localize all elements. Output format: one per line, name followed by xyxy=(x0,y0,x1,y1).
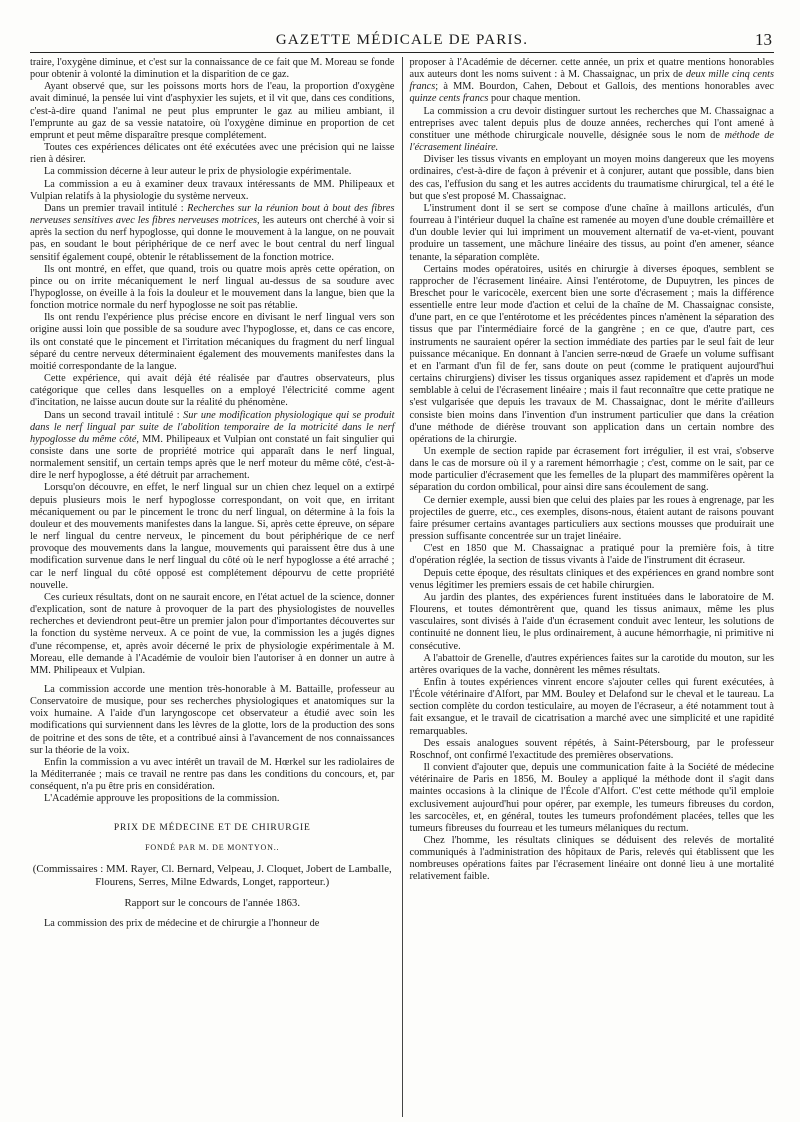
text-run: proposer à l'Académie de décerner. cette année, un prix et quatre mentions honorables aux auteurs dont les noms suivent : à M. Chassaignac, un prix de xyxy=(409,57,774,81)
paragraph: Chez l'homme, les résultats cliniques se déduisent des relevés de mortalité communiqués à l'administration des hôpitaux de Paris, relevés qui établissent que les nombreuses opérations faites par l'écrasement linéaire ont donné lieu à une mortalité relativement faible. xyxy=(409,835,774,883)
paragraph: Ayant observé que, sur les poissons morts hors de l'eau, la proportion d'oxygène avait diminué, la pensée lui vint d'asphyxier les sujets, et il vit que, dans ces conditions, c'est-à-dire quand l'animal ne peut plus emprunter le gaz au milieu ambiant, il l'emprunte au gaz de sa vessie natatoire, où l'oxygène diminue en proportion de cet emprunt et peut même disparaître presque complétement. xyxy=(30,81,395,141)
prize-amount: deux mille cinq cents francs xyxy=(409,69,774,93)
paragraph: Un exemple de section rapide par écrasement fort irrégulier, il est vrai, s'observe dans le cas de morsure où il y a rarement hémorrhagie ; c'est, comme on le sait, par ce mode particulier d'écrasement que les femelles de la plupart des mammifères opèrent la séparation du cordon ombilical, pour ainsi dire sans écoulement de sang. xyxy=(409,446,774,494)
text-run: Dans un premier travail intitulé : xyxy=(44,202,188,214)
paragraph: Cette expérience, qui avait déjà été réalisée par d'autres observateurs, plus catégorique que celles dans lesquelles on a employé l'électricité comme agent d'incitation, ne laisse aucun doute sur la réalité du phénomène. xyxy=(30,373,395,409)
paragraph: Ce dernier exemple, aussi bien que celui des plaies par les roues à engrenage, par les projectiles de guerre, etc., ces exemples, disons-nous, étaient autant de raisons pouvant faire présumer certains avantages particuliers aux sections mousses que produirait une pression suffisante concentrée sur un trajet linéaire. xyxy=(409,494,774,543)
paragraph: Au jardin des plantes, des expériences furent instituées dans le laboratoire de M. Flourens, et toutes démontrèrent que, quand les tissus animaux, même les plus vasculaires, sont divisés à l'aide d'un écrasement conduit avec lenteur, les solutions de continuité ne donnent lieu, le plus ordinairement, à aucune hémorrhagie, ni primitive ni consécutive. xyxy=(409,591,774,652)
paragraph: Il convient d'ajouter que, depuis une communication faite à la Société de médecine vétérinaire de Paris en 1856, M. Bouley a appliqué la méthode dont il s'agit dans maintes occasions à la clinique de l'École d'Alfort. C'est cette méthode qu'il emploie exclusivement aujourd'hui pour opérer, par exemple, les tumeurs fibreuses du cordon, les sarcocèles, et, en général, toutes les tumeurs profondément placées, telles que les tumeurs fibreuses du fourreau et les tumeurs mélaniques du rectum. xyxy=(409,762,774,834)
paragraph: Enfin la commission a vu avec intérêt un travail de M. Hœrkel sur les radiolaires de la Méditerranée ; mais ce travail ne rentre pas dans les conditions du concours, et, par conséquent, n'a pu être pris en considération. xyxy=(30,756,395,793)
paragraph: Ils ont rendu l'expérience plus précise encore en divisant le nerf lingual vers son origine aussi loin que possible de sa soudure avec l'hypoglosse, et, dans ce cas encore, ils ont constaté que le pincement et l'irritation mécaniques du fragment du nerf lingual séparé du centre nerveux déterminaient également des mouvements manifestes dans la moitié correspondante de la langue. xyxy=(30,312,395,372)
paragraph: A l'abattoir de Grenelle, d'autres expériences faites sur la carotide du mouton, sur les artères ovariques de la vache, donnèrent les mêmes résultats. xyxy=(409,652,774,676)
work-title: Recherches sur la réunion bout à bout des fibres nerveuses sensitives avec les fibres nerveuses motrices, xyxy=(30,202,395,227)
prize-amount: quinze cents francs xyxy=(409,93,489,105)
text-run: ; à MM. Bourdon, Cahen, Debout et Gallois, des mentions honorables avec xyxy=(435,81,774,93)
paragraph: Toutes ces expériences délicates ont été exécutées avec une précision qui ne laisse rien à désirer. xyxy=(30,142,395,166)
paragraph: L'instrument dont il se sert se compose d'une chaîne à maillons articulés, d'un fourreau à l'intérieur duquel la chaîne est ramenée au moyen d'une double crémaillère et d'un double levier qui lui impriment un mouvement alternatif de va-et-vient, pouvant produire un tassement, une mâchure linéaire des tissus, au point d'en amener, séance tenante, la séparation complète. xyxy=(409,202,774,263)
paragraph xyxy=(410,106,775,155)
text-columns xyxy=(30,57,774,1117)
text-run: MM. Philipeaux et Vulpian ont constaté un fait singulier qui consiste dans une sorte de propriété motrice qui apparaît dans le nerf lingual, normalement sensitif, un certain temps après que le nerf moteur du même côté, c'est-à-dire le nerf hypoglosse, a été détruit par arrachement. xyxy=(30,433,395,482)
section-subtitle: FONDÉ PAR M. DE MONTYON.. xyxy=(145,842,280,852)
paragraph: La commission a eu à examiner deux travaux intéressants de MM. Philipeaux et Vulpian relatifs à la physiologie du système nerveux. xyxy=(30,178,395,202)
paragraph xyxy=(410,57,775,106)
text-run: les auteurs ont cherché à voir si après la section du nerf hypoglosse, qui donne le mouvement à la langue, on ne pouvait pas, en soudant le bout périphérique de ce nerf avec le bout central du nerf lingual sensitif également coupé, obtenir le rétablissement de la fonction motrice. xyxy=(30,215,395,263)
paragraph: L'Académie approuve les propositions de la commission. xyxy=(44,793,280,805)
paragraph: C'est en 1850 que M. Chassaignac a pratiqué pour la première fois, à titre d'opération réglée, la section de tissus vivants à l'aide de l'instrument dit écraseur. xyxy=(409,543,774,567)
left-column xyxy=(30,57,402,1117)
right-column xyxy=(403,57,775,1117)
journal-title: GAZETTE MÉDICALE DE PARIS. xyxy=(275,32,529,48)
paragraph xyxy=(30,410,395,483)
commissioners-list: (Commissaires : MM. Rayer, Cl. Bernard, Velpeau, J. Cloquet, Jobert de Lamballe, Flourens, Serres, Milne Edwards, Longet, rapporteur.) xyxy=(32,862,392,889)
paragraph xyxy=(30,203,395,264)
page-number: 13 xyxy=(755,30,772,49)
paragraph: Enfin à toutes expériences vinrent encore s'ajouter celles qui furent exécutées, à l'École vétérinaire d'Alfort, par MM. Bouley et Delafond sur le cheval et le taureau. La section complète du cordon testiculaire, au moyen de l'écraseur, a été notamment tout à fait exsangue, et le travail de cicatrisation a marché avec une simplicité et une rapidité remarquables. xyxy=(409,676,774,737)
paragraph: traire, l'oxygène diminue, et c'est sur la connaissance de ce fait que M. Moreau se fonde pour obtenir à volonté la diminution et la disparition de ce gaz. xyxy=(30,57,395,81)
method-name: méthode de l'écrasement linéaire. xyxy=(409,129,774,154)
work-title: Sur une modification physiologique qui se produit dans le nerf lingual par suite de l'abolition temporaire de la motricité dans le nerf hypoglosse du même côté, xyxy=(30,409,395,445)
report-heading: Rapport sur le concours de l'année 1863. xyxy=(124,896,301,909)
text-run: La commission a cru devoir distinguer surtout les recherches que M. Chassaignac a entreprises avec talent depuis plus de douze années, recherches qui l'ont amené à constituer une méthode chirurgicale nouvelle, désignée sous le nom de xyxy=(409,105,774,141)
text-run: Dans un second travail intitulé : xyxy=(44,409,184,421)
paragraph: Ils ont montré, en effet, que quand, trois ou quatre mois après cette opération, on pince ou on irrite mécaniquement le nerf lingual au-dessus de sa soudure avec l'hypoglosse, on éveille à la fois la douleur et le mouvement dans la langue, bien que la fonction motrice normale du nerf hypoglosse ne soit pas rétablie. xyxy=(30,263,395,312)
paragraph: Ces curieux résultats, dont on ne saurait encore, en l'état actuel de la science, donner d'explication, sont de nature à provoquer de la part des physiologistes de nouvelles recherches et deviendront peut-être un premier jalon pour d'importantes découvertes sur la fonction du système nerveux. A ce point de vue, la commission les a jugés dignes d'une récompense, et, après avoir décerné le prix de physiologie expérimentale à M. Moreau, elle demande à l'Académie de vouloir bien l'autoriser à en donner un autre à MM. Philipeaux et Vulpian. xyxy=(30,591,395,676)
paragraph: La commission décerne à leur auteur le prix de physiologie expérimentale. xyxy=(44,166,352,178)
paragraph: La commission accorde une mention très-honorable à M. Battaille, professeur au Conservatoire de musique, pour ses recherches physiologiques et anatomiques sur la voix humaine. A l'aide d'un laryngoscope cet observateur a étudié avec soin les modifications qui surviennent dans les lèvres de la glotte, lors de la production des sons de poitrine et des sons de tête, et a contribué ainsi à l'avancement de nos connaissances sur la théorie de la voix. xyxy=(30,683,395,756)
paragraph: Depuis cette époque, des résultats cliniques et des expériences en grand nombre sont venus légitimer les premiers essais de cet habile chirurgien. xyxy=(409,567,774,591)
paragraph: Diviser les tissus vivants en employant un moyen moins dangereux que les moyens ordinaires, c'est-à-dire de façon à prévenir et à conjurer, autant que possible, dans bien des cas, l'effusion du sang et les autres accidents du traumatisme chirurgical, tel a été le but que s'est proposé M. Chassaignac. xyxy=(409,154,774,202)
text-run: pour chaque mention. xyxy=(488,93,581,105)
paragraph: Lorsqu'on découvre, en effet, le nerf lingual sur un chien chez lequel on a extirpé depuis plusieurs mois le nerf hypoglosse correspondant, on voit que, en irritant mécaniquement ou par le pincement le tronc du nerf lingual, on détermine à la fois la douleur et des mouvements manifestes dans la langue. Si, après cette épreuve, on sépare le nerf lingual du centre nerveux, le pincement du bout périphérique de ce nerf provoque des mouvements dans la langue, mouvements qui paraissent être dus à une modification survenue dans le nerf lingual du côté où le nerf hypoglosse a été arraché ; car le nerf lingual du côté opposé est complétement dépourvu de cette propriété nouvelle. xyxy=(30,482,395,591)
paragraph: La commission des prix de médecine et de chirurgie a l'honneur de xyxy=(44,918,320,929)
paragraph: Certains modes opératoires, usités en chirurgie à diverses époques, semblent se rapprocher de l'écrasement linéaire. Ainsi l'entérotome, de Dupuytren, les pinces de Breschet pour le varicocèle, exercent bien une sorte d'écrasement ; mais la différence essentielle entre leur mode d'action et celui de la chaîne de M. Chassaignac consiste, d'une part, en ce que l'entérotome et les précédentes pinces n'amènent la séparation des tissus que par l'intermédiaire forcé de la gangrène ; en ce que, d'autre part, ces instruments ne sauraient opérer la section immédiate des parties par le seul fait de leur puissance mécanique. En donnant à l'ancien serre-nœud de Graefe un volume suffisant et en l'armant d'un fil de fer, sans doute on peut (comme le pratiquent aujourd'hui certains chirurgiens) diviser les tissus organiques assez rapidement et d'après un mode semblable à celui de l'écrasement linéaire ; mais il faut reconnaître que cette pratique ne s'est vulgarisée que depuis les travaux de M. Chassaignac, dont le mérite d'ailleurs consiste bien moins dans l'invention d'un instrument particulier que dans la création d'une méthode de diérèse trouvant son application dans un certain nombre des opérations de la chirurgie. xyxy=(409,263,774,445)
section-title: PRIX DE MÉDECINE ET DE CHIRURGIE xyxy=(113,822,311,833)
page-header xyxy=(30,22,774,53)
paragraph: Des essais analogues souvent répétés, à Saint-Pétersbourg, par le professeur Roschnof, ont confirmé l'exactitude des premières observations. xyxy=(409,737,774,761)
